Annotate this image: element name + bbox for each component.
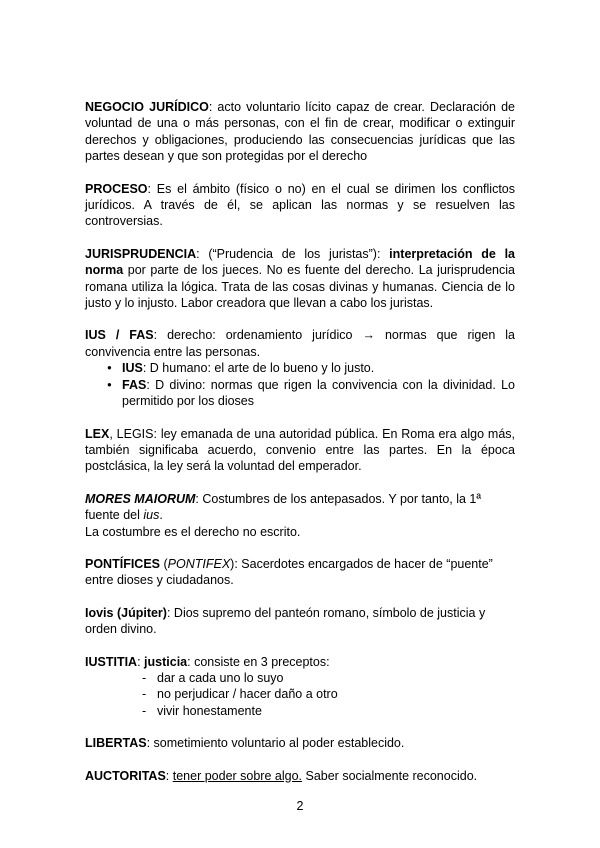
term: AUCTORITAS — [85, 768, 166, 783]
separator: : — [137, 654, 145, 669]
definition: : Dios supremo del panteón romano, símbolo de justicia y orden divino. — [85, 605, 486, 637]
page-number: 2 — [296, 799, 304, 813]
dash-list — [85, 670, 515, 719]
definition: : acto voluntario lícito capaz de crear. Declaración de voluntad de una o más personas, con el fin de crear, modificar o extinguir derechos y obligaciones, produciendo las consecuencias jurídicas que las partes desean y que son protegidas por el derecho — [85, 100, 515, 164]
definition: ( — [160, 556, 168, 571]
definition: : D divino: normas que rigen la convivencia con la divinidad. Lo permitido por los dioses — [122, 377, 515, 409]
entry-iustitia — [85, 654, 515, 720]
entry-auctoritas — [85, 768, 515, 784]
document-body — [85, 99, 515, 800]
list-item — [107, 377, 515, 410]
term: PROCESO — [85, 181, 148, 196]
term: PONTÍFICES — [85, 556, 161, 571]
term: FAS — [122, 377, 147, 392]
entry-ius-fas — [85, 327, 515, 409]
definition: : Costumbres de los antepasados. Y por tanto, la 1ª fuente del — [85, 491, 482, 523]
entry-libertas — [85, 735, 515, 751]
list-item: - dar a cada uno lo suyo — [142, 670, 515, 686]
list-item: - no perjudicar / hacer daño a otro — [142, 686, 515, 702]
definition: : Es el ámbito (físico o no) en el cual se dirimen los conflictos jurídicos. A través de él, se aplican las normas y se resuelven las controversias. — [85, 181, 515, 229]
entry-negocio-juridico — [85, 99, 515, 165]
emphasis: justicia — [144, 654, 188, 669]
term: IUS / FAS — [85, 328, 154, 343]
definition: : D humano: el arte de lo bueno y lo justo. — [142, 361, 375, 376]
definition: . — [159, 508, 163, 523]
term: Iovis (Júpiter) — [85, 605, 167, 620]
term: IUSTITIA — [85, 654, 138, 669]
definition: : derecho: ordenamiento jurídico → normas que rigen la convivencia entre las personas. — [85, 328, 515, 359]
definition-line: La costumbre es el derecho no escrito. — [85, 524, 301, 539]
entry-jurisprudencia — [85, 246, 515, 312]
entry-mores-maiorum — [85, 491, 515, 540]
term: LEX — [85, 426, 110, 441]
definition: por parte de los jueces. No es fuente del derecho. La jurisprudencia romana utiliza la lógica. Trata de las cosas divinas y humanas. Ciencia de lo justo y lo injusto. Labor creadora que llevan a cabo los juristas. — [85, 263, 515, 311]
definition: : consiste en 3 preceptos: — [187, 654, 330, 669]
italic-word: ius — [143, 508, 160, 523]
definition: ): Sacerdotes encargados de hacer de “puente” entre dioses y ciudadanos. — [85, 556, 493, 588]
list-item: - vivir honestamente — [142, 703, 515, 719]
italic-word: PONTIFEX — [167, 556, 231, 571]
definition: : (“Prudencia de los juristas”): — [196, 246, 390, 261]
list-item — [107, 360, 515, 376]
entry-iovis — [85, 605, 515, 638]
bullet-list — [85, 360, 515, 409]
term: LIBERTAS — [85, 736, 147, 751]
entry-lex — [85, 426, 515, 475]
entry-pontifices — [85, 556, 515, 589]
entry-proceso — [85, 181, 515, 230]
term: NEGOCIO JURÍDICO — [85, 100, 209, 114]
underlined-text: tener poder sobre algo. — [172, 768, 303, 783]
emphasis: interpretación de la norma — [85, 246, 515, 278]
definition: : sometimiento voluntario al poder establecido. — [146, 736, 405, 751]
term: IUS — [122, 361, 143, 376]
term: MORES MAIORUM — [85, 491, 196, 506]
term: JURISPRUDENCIA — [85, 246, 197, 261]
definition: Saber socialmente reconocido. — [302, 768, 478, 783]
separator: : — [165, 768, 173, 783]
definition: , LEGIS: ley emanada de una autoridad pública. En Roma era algo más, también significaba acuerdo, convenio entre las partes. En la época postclásica, la ley será la voluntad del emperador. — [85, 426, 515, 474]
